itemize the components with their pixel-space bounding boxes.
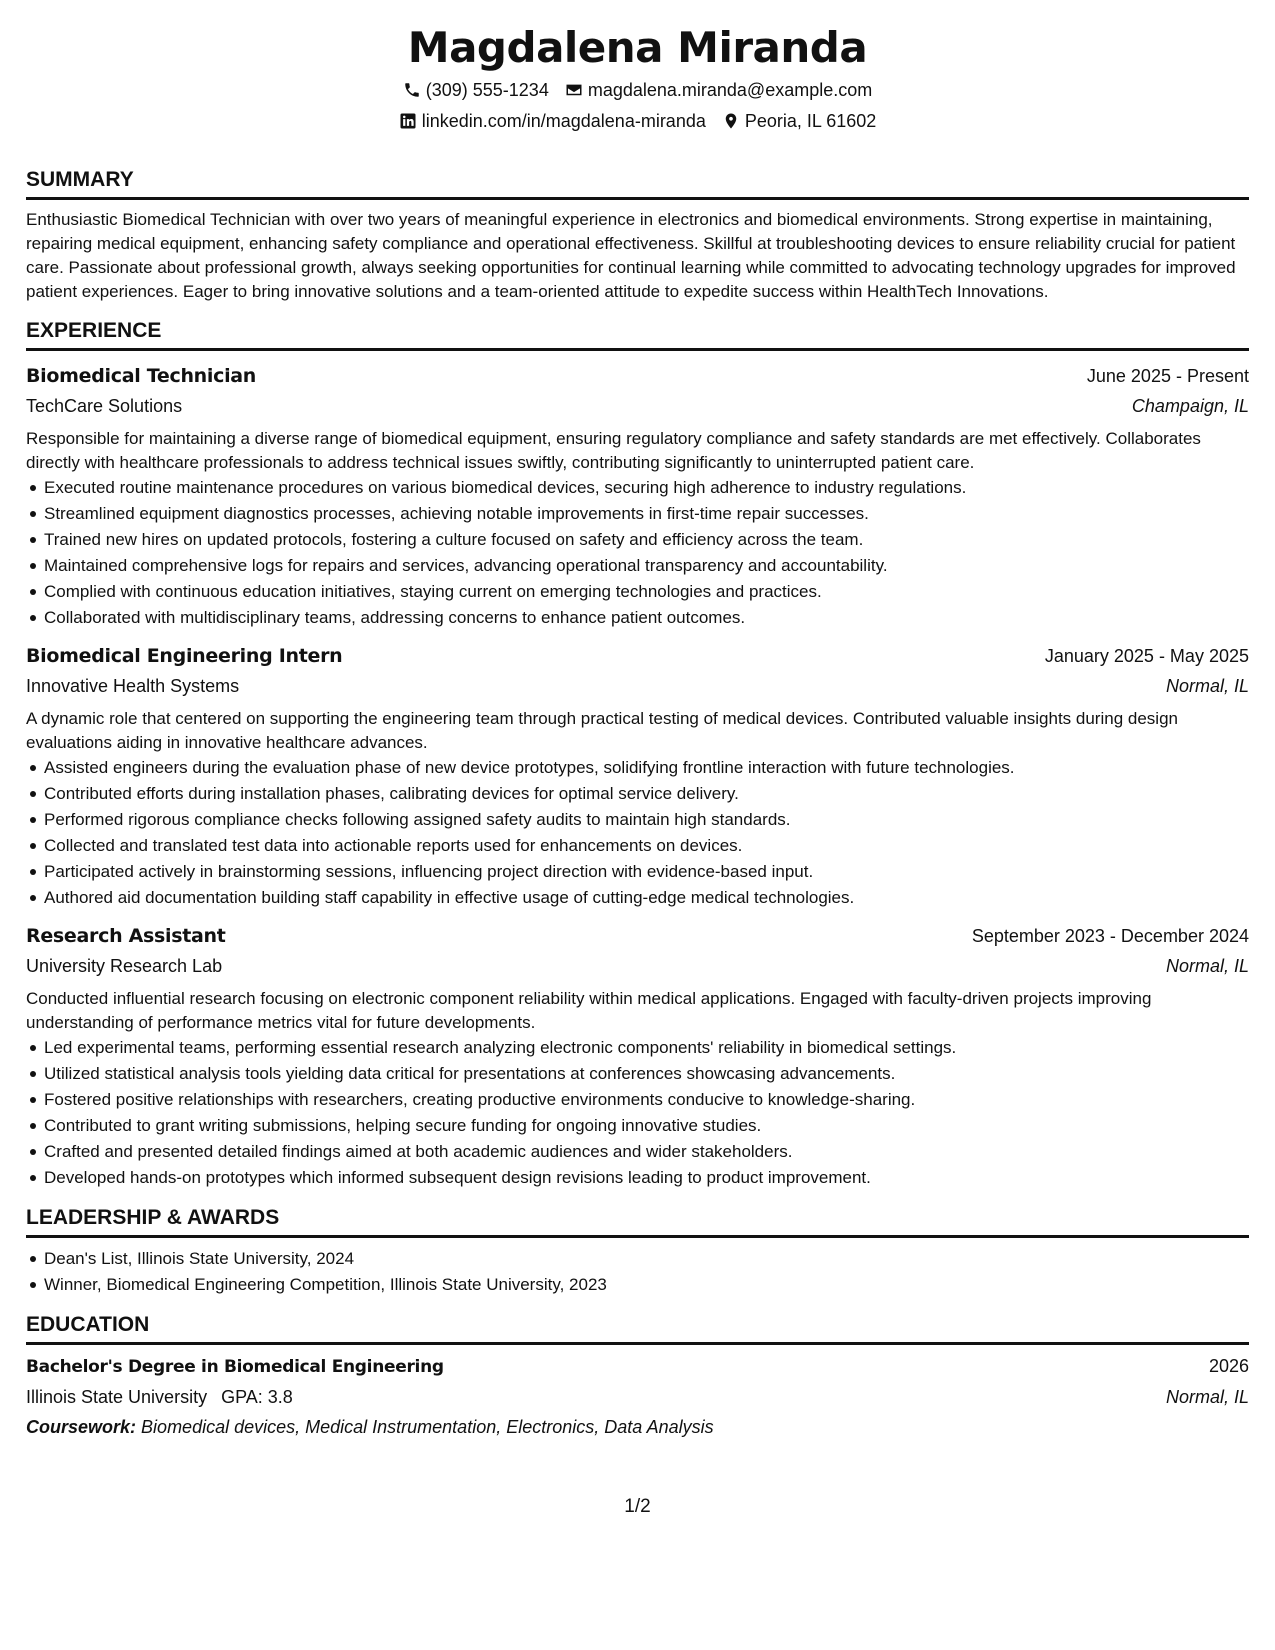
job-location: Champaign, IL <box>1131 396 1249 416</box>
bullet-item: Participated actively in brainstorming sessions, influencing project direction with evidence-based input. <box>44 859 1249 885</box>
education-section <box>26 1312 1249 1442</box>
bullet-item: Contributed to grant writing submissions, helping secure funding for ongoing innovative studies. <box>44 1113 1249 1139</box>
coursework-label: Coursework: <box>26 1417 137 1437</box>
experience-section <box>26 318 1249 1191</box>
bullet-item: Led experimental teams, performing essential research analyzing electronic components' reliability in biomedical settings. <box>44 1035 1249 1061</box>
bullet-item: Fostered positive relationships with researchers, creating productive environments conducive to knowledge-sharing. <box>44 1087 1249 1113</box>
degree-title: Bachelor's Degree in Biomedical Engineering <box>26 1357 444 1377</box>
award-item: Winner, Biomedical Engineering Competition, Illinois State University, 2023 <box>44 1272 1249 1298</box>
bullet-item: Streamlined equipment diagnostics processes, achieving notable improvements in first-time repair successes. <box>44 501 1249 527</box>
bullet-item: Collaborated with multidisciplinary teams, addressing concerns to enhance patient outcomes. <box>44 605 1249 631</box>
job-bullets <box>26 755 1249 911</box>
bullet-item: Developed hands-on prototypes which informed subsequent design revisions leading to product improvement. <box>44 1165 1249 1191</box>
contact-row-2 <box>26 109 1249 133</box>
bullet-item: Assisted engineers during the evaluation phase of new device prototypes, solidifying frontline interaction with future technologies. <box>44 755 1249 781</box>
job-dates: January 2025 - May 2025 <box>1044 646 1249 666</box>
job-description: A dynamic role that centered on supporting the engineering team through practical testing of medical devices. Contributed valuable insights during design evaluations aiding in innovative healthcare advances. <box>26 709 1178 752</box>
bullet-item: Executed routine maintenance procedures on various biomedical devices, securing high adherence to industry regulations. <box>44 475 1249 501</box>
gpa-text: GPA: 3.8 <box>221 1387 293 1407</box>
email-text: magdalena.miranda@example.com <box>587 80 873 100</box>
bullet-item: Performed rigorous compliance checks following assigned safety audits to maintain high standards. <box>44 807 1249 833</box>
bullet-item: Complied with continuous education initiatives, staying current on emerging technologies and practices. <box>44 579 1249 605</box>
bullet-item: Utilized statistical analysis tools yielding data critical for presentations at conferences showcasing advancements. <box>44 1061 1249 1087</box>
map-pin-icon <box>722 112 740 130</box>
awards-heading: LEADERSHIP & AWARDS <box>26 1205 1249 1238</box>
linkedin-contact <box>399 109 706 133</box>
location-text: Peoria, IL 61602 <box>744 111 877 131</box>
job-entry <box>26 641 1249 911</box>
bullet-item: Authored aid documentation building staff capability in effective usage of cutting-edge medical technologies. <box>44 885 1249 911</box>
summary-heading: SUMMARY <box>26 167 1249 200</box>
email-contact <box>565 78 872 102</box>
coursework-list: Biomedical devices, Medical Instrumentation, Electronics, Data Analysis <box>141 1417 714 1437</box>
contact-row-1 <box>26 78 1249 102</box>
job-company: University Research Lab <box>26 956 223 976</box>
job-location: Normal, IL <box>1165 956 1249 976</box>
summary-section <box>26 167 1249 304</box>
linkedin-icon <box>399 112 417 130</box>
awards-list <box>26 1246 1249 1298</box>
education-heading: EDUCATION <box>26 1312 1249 1345</box>
job-dates: September 2023 - December 2024 <box>971 926 1249 946</box>
job-location: Normal, IL <box>1165 676 1249 696</box>
bullet-item: Trained new hires on updated protocols, fostering a culture focused on safety and efficiency across the team. <box>44 527 1249 553</box>
job-title: Biomedical Engineering Intern <box>26 645 343 667</box>
job-bullets <box>26 1035 1249 1191</box>
candidate-name: Magdalena Miranda <box>407 23 868 72</box>
summary-text: Enthusiastic Biomedical Technician with over two years of meaningful experience in electronics and biomedical environments. Strong expertise in maintaining, repairing medical equipment, enhancing safety compliance and operational effectiveness. Skillful at troubleshooting devices to ensure reliability crucial for patient care. Passionate about professional growth, always seeking opportunities for continual learning while committed to advocating technology upgrades for improved patient experiences. Eager to bring innovative solutions and a team-oriented attitude to expedite success within HealthTech Innovations. <box>26 210 1236 301</box>
location-contact <box>722 109 876 133</box>
envelope-icon <box>565 81 583 99</box>
page-number: 1/2 <box>624 1496 651 1517</box>
job-entry <box>26 921 1249 1191</box>
job-description: Responsible for maintaining a diverse range of biomedical equipment, ensuring regulatory compliance and safety standards are met effectively. Collaborates directly with healthcare professionals to address technical issues swiftly, contributing significantly to uninterrupted patient care. <box>26 429 1201 472</box>
job-title: Research Assistant <box>26 925 226 947</box>
bullet-item: Crafted and presented detailed findings aimed at both academic audiences and wider stakeholders. <box>44 1139 1249 1165</box>
bullet-item: Contributed efforts during installation phases, calibrating devices for optimal service delivery. <box>44 781 1249 807</box>
school-name: Illinois State University <box>26 1387 208 1407</box>
bullet-item: Collected and translated test data into actionable reports used for enhancements on devices. <box>44 833 1249 859</box>
awards-section <box>26 1205 1249 1298</box>
job-entry <box>26 361 1249 631</box>
school-location: Normal, IL <box>1165 1387 1249 1407</box>
phone-contact <box>403 78 549 102</box>
graduation-year: 2026 <box>1208 1356 1249 1376</box>
job-dates: June 2025 - Present <box>1086 366 1249 386</box>
linkedin-text: linkedin.com/in/magdalena-miranda <box>421 111 706 131</box>
job-bullets <box>26 475 1249 631</box>
award-item: Dean's List, Illinois State University, 2024 <box>44 1246 1249 1272</box>
phone-icon <box>403 81 421 99</box>
bullet-item: Maintained comprehensive logs for repairs and services, advancing operational transparency and accountability. <box>44 553 1249 579</box>
experience-heading: EXPERIENCE <box>26 318 1249 351</box>
job-company: TechCare Solutions <box>26 396 183 416</box>
resume-page <box>26 22 1249 1442</box>
job-description: Conducted influential research focusing on electronic component reliability within medical applications. Engaged with faculty-driven projects improving understanding of performance metrics vital for future developments. <box>26 989 1152 1032</box>
job-title: Biomedical Technician <box>26 365 257 387</box>
phone-text: (309) 555-1234 <box>425 80 549 100</box>
job-company: Innovative Health Systems <box>26 676 240 696</box>
coursework <box>26 1412 1249 1442</box>
